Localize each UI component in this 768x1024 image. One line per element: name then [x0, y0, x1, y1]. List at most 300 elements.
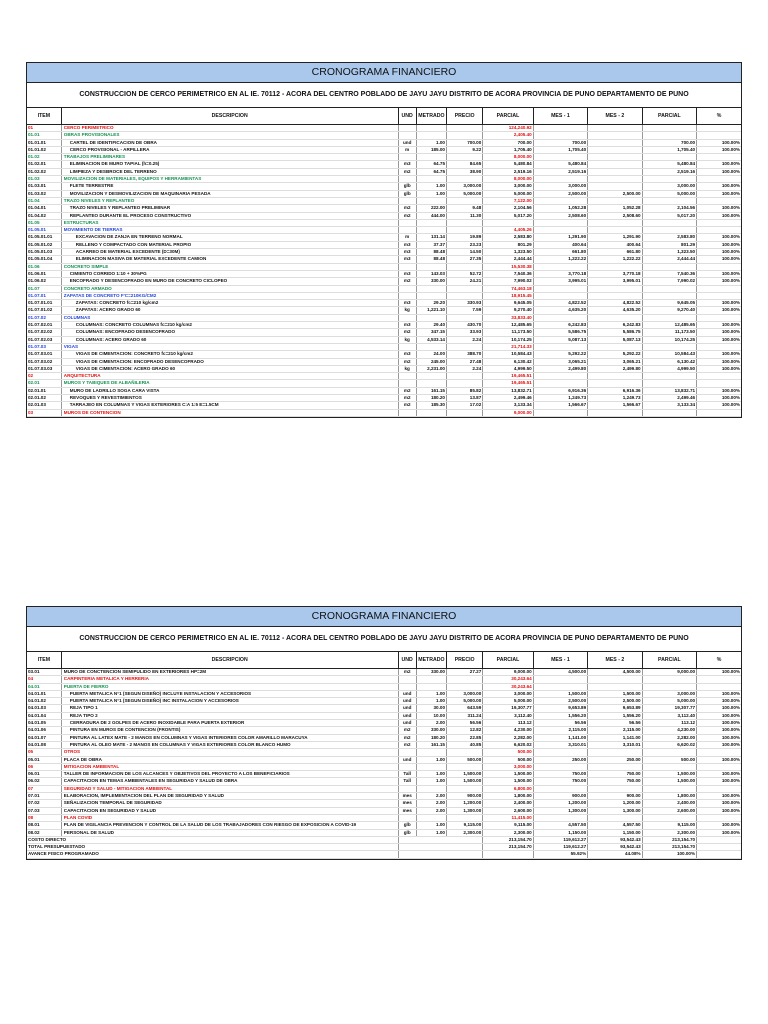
row-parcial: 8,000.00 — [483, 176, 533, 183]
row-mes1 — [533, 285, 587, 292]
row-percent: 100.00% — [697, 336, 741, 343]
row-metrado: 131.14 — [416, 234, 446, 241]
table-row — [27, 146, 741, 153]
row-parcial: 2,300.00 — [483, 829, 533, 836]
summary-empty-cell — [697, 851, 741, 858]
row-parcial: 1,500.00 — [483, 771, 533, 778]
row-item: 01.07.02 — [27, 314, 61, 321]
row-parcial: 9,645.05 — [483, 300, 533, 307]
table-row — [27, 380, 741, 387]
row-description: PUERTA DE FIERRO — [61, 683, 398, 690]
row-mes1: 2,500.00 — [533, 190, 587, 197]
row-precio — [447, 380, 483, 387]
row-metrado: 330.00 — [416, 278, 446, 285]
row-precio: 2,300.00 — [447, 829, 483, 836]
row-precio — [447, 683, 483, 690]
row-parcial2: 11,173.50 — [642, 329, 696, 336]
row-precio: 3,000.00 — [447, 183, 483, 190]
row-metrado: 88.48 — [416, 256, 446, 263]
row-description: ESTRUCTURAS — [61, 219, 398, 226]
row-percent — [697, 154, 741, 161]
row-metrado — [416, 676, 446, 683]
row-percent: 100.00% — [697, 698, 741, 705]
row-metrado: 2.00 — [416, 807, 446, 814]
row-mes1: 1,141.00 — [533, 734, 587, 741]
row-mes1: 1,249.73 — [533, 394, 587, 401]
table-row — [27, 387, 741, 394]
row-mes2: 3,310.01 — [588, 741, 642, 748]
row-metrado: 222.00 — [416, 205, 446, 212]
table-row — [27, 300, 741, 307]
row-item: 02.01.01 — [27, 387, 61, 394]
row-description: ELABORACION, IMPLEMENTACION DEL PLAN DE SEGURIDAD Y SALUD — [61, 793, 398, 800]
table-row — [27, 734, 741, 741]
row-unit — [398, 409, 416, 416]
sheet-title: CRONOGRAMA FINANCIERO — [27, 63, 741, 83]
row-mes1: 56.56 — [533, 720, 587, 727]
row-unit: und — [398, 756, 416, 763]
row-parcial2 — [642, 380, 696, 387]
row-item: 08.01 — [27, 822, 61, 829]
row-mes2 — [588, 176, 642, 183]
row-mes1: 6,916.36 — [533, 387, 587, 394]
row-metrado: 161.15 — [416, 387, 446, 394]
row-parcial2: 10,584.43 — [642, 351, 696, 358]
row-parcial2 — [642, 197, 696, 204]
row-metrado: 185.30 — [416, 402, 446, 409]
row-description: TALLER DE INFORMACION DE LOS ALCANCES Y OBJETIVOS DEL PROYECTO A LOS BENEFICIARIOS — [61, 771, 398, 778]
row-parcial: 15,530.38 — [483, 263, 533, 270]
row-percent: 100.00% — [697, 793, 741, 800]
row-mes2: 6,242.83 — [588, 322, 642, 329]
row-mes1 — [533, 314, 587, 321]
row-percent: 100.00% — [697, 771, 741, 778]
row-parcial: 9,000.00 — [483, 409, 533, 416]
row-precio: 643.59 — [447, 705, 483, 712]
header-mes2: MES - 2 — [588, 108, 642, 125]
header-desc: DESCRIPCION — [61, 652, 398, 669]
summary-parcial2: 213,154.70 — [642, 844, 696, 851]
row-mes1 — [533, 154, 587, 161]
row-parcial2: 801.29 — [642, 241, 696, 248]
header-precio: PRECIO — [447, 108, 483, 125]
row-description: REJA TIPO 2 — [61, 712, 398, 719]
row-unit: mes — [398, 807, 416, 814]
row-parcial: 2,405.40 — [483, 132, 533, 139]
row-unit: m3 — [398, 249, 416, 256]
row-precio — [447, 409, 483, 416]
table-row — [27, 190, 741, 197]
row-metrado: 64.75 — [416, 161, 446, 168]
row-description: COLUMNAS: CONCRETO COLUMNAS fc=210 kg/cm2 — [61, 322, 398, 329]
row-unit: glb — [398, 183, 416, 190]
header-metrado: METRADO — [416, 108, 446, 125]
row-precio — [447, 314, 483, 321]
row-percent: 100.00% — [697, 727, 741, 734]
row-percent: 100.00% — [697, 300, 741, 307]
row-metrado: 161.15 — [416, 741, 446, 748]
row-description: VIGAS DE CIMENTACION: ENCOFRADO DESENCOFRADO — [61, 358, 398, 365]
row-precio: 52.72 — [447, 270, 483, 277]
row-unit — [398, 292, 416, 299]
row-unit: m3 — [398, 241, 416, 248]
row-parcial: 1,323.50 — [483, 249, 533, 256]
row-unit — [398, 749, 416, 756]
row-precio: 3,000.00 — [447, 690, 483, 697]
row-parcial2: 2,400.00 — [642, 800, 696, 807]
row-unit — [398, 785, 416, 792]
row-mes2 — [588, 343, 642, 350]
row-percent: 100.00% — [697, 712, 741, 719]
row-parcial: 21,714.33 — [483, 343, 533, 350]
row-description: CERRADURA DE 2 GOLPES DE ACERO INOXIDABLE PARA PUERTA EXTERIOR — [61, 720, 398, 727]
table-row — [27, 756, 741, 763]
row-mes1: 9,653.89 — [533, 705, 587, 712]
table-row — [27, 322, 741, 329]
row-percent — [697, 263, 741, 270]
row-precio: 38.90 — [447, 168, 483, 175]
row-precio: 14.50 — [447, 249, 483, 256]
row-unit: m2 — [398, 741, 416, 748]
row-description: ELIMINACION MASIVA DE MATERIAL EXCEDENTE CAMION — [61, 256, 398, 263]
row-precio: 900.00 — [447, 793, 483, 800]
row-mes2: 750.00 — [588, 771, 642, 778]
row-metrado: 4,533.14 — [416, 336, 446, 343]
row-percent: 100.00% — [697, 212, 741, 219]
row-mes1 — [533, 197, 587, 204]
row-percent: 100.00% — [697, 734, 741, 741]
row-parcial2: 19,307.77 — [642, 705, 696, 712]
summary-parcial — [483, 851, 533, 858]
row-parcial2: 6,130.42 — [642, 358, 696, 365]
row-mes2: 1,150.00 — [588, 829, 642, 836]
row-precio: 9.48 — [447, 205, 483, 212]
row-item: 01.07.02.01 — [27, 322, 61, 329]
row-item: 04.01.04 — [27, 712, 61, 719]
row-parcial2: 2,499.46 — [642, 394, 696, 401]
table-row — [27, 183, 741, 190]
summary-label: COSTO DIRECTO — [27, 836, 398, 843]
row-parcial2: 500.00 — [642, 756, 696, 763]
row-mes2: 3,995.01 — [588, 278, 642, 285]
row-description: PUERTA METALICA N°1 (SEGUN DISEÑO) INC INSTALACION Y ACCESORIOS — [61, 698, 398, 705]
table-row — [27, 343, 741, 350]
row-unit: m2 — [398, 669, 416, 676]
row-unit — [398, 763, 416, 770]
row-mes1 — [533, 219, 587, 226]
row-item: 01.03.02 — [27, 190, 61, 197]
row-unit — [398, 176, 416, 183]
row-metrado: 1.00 — [416, 756, 446, 763]
row-unit: m2 — [398, 212, 416, 219]
row-parcial: 1,500.00 — [483, 778, 533, 785]
row-item: 02.01 — [27, 380, 61, 387]
row-metrado: 1.00 — [416, 183, 446, 190]
row-mes2 — [588, 219, 642, 226]
row-unit: mes — [398, 800, 416, 807]
row-item: 07.01 — [27, 793, 61, 800]
row-precio: 33.93 — [447, 329, 483, 336]
row-precio — [447, 219, 483, 226]
row-percent — [697, 683, 741, 690]
row-mes2 — [588, 197, 642, 204]
row-unit: m3 — [398, 351, 416, 358]
row-description: VIGAS DE CIMENTACION: ACERO GRADO 60 — [61, 365, 398, 372]
row-parcial: 5,000.00 — [483, 190, 533, 197]
header-desc: DESCRIPCION — [61, 108, 398, 125]
row-parcial: 7,990.02 — [483, 278, 533, 285]
row-mes1 — [533, 763, 587, 770]
row-percent: 100.00% — [697, 249, 741, 256]
row-precio: 700.00 — [447, 139, 483, 146]
row-percent: 100.00% — [697, 234, 741, 241]
row-percent: 100.00% — [697, 241, 741, 248]
row-mes1: 1,291.90 — [533, 234, 587, 241]
row-mes1: 2,500.00 — [533, 698, 587, 705]
row-mes1 — [533, 785, 587, 792]
row-parcial2 — [642, 314, 696, 321]
row-precio: 9.22 — [447, 146, 483, 153]
row-description: CARPINTERIA METALICA Y HERRERIA — [61, 676, 398, 683]
summary-row — [27, 851, 741, 858]
row-parcial2: 3,000.00 — [642, 690, 696, 697]
row-mes1: 3,310.01 — [533, 741, 587, 748]
row-metrado: 180.20 — [416, 394, 446, 401]
row-mes2: 1,222.22 — [588, 256, 642, 263]
row-percent: 100.00% — [697, 720, 741, 727]
row-mes2 — [588, 683, 642, 690]
row-metrado — [416, 343, 446, 350]
summary-empty-cell — [697, 836, 741, 843]
row-metrado: 1.00 — [416, 822, 446, 829]
row-percent: 100.00% — [697, 365, 741, 372]
row-metrado: 444.00 — [416, 212, 446, 219]
row-precio: 500.00 — [447, 756, 483, 763]
row-precio: 7.59 — [447, 307, 483, 314]
row-description: CERCO PROVISIONAL - ARPILLERA — [61, 146, 398, 153]
row-mes1: 1,150.00 — [533, 829, 587, 836]
row-mes1: 400.64 — [533, 241, 587, 248]
row-percent — [697, 125, 741, 132]
row-unit — [398, 227, 416, 234]
row-mes1 — [533, 380, 587, 387]
row-parcial: 3,133.34 — [483, 402, 533, 409]
row-mes1: 1,566.67 — [533, 402, 587, 409]
row-mes1 — [533, 263, 587, 270]
row-parcial2: 9,270.40 — [642, 307, 696, 314]
row-parcial2: 5,000.00 — [642, 698, 696, 705]
row-mes2: 1,291.90 — [588, 234, 642, 241]
header-parcial2: PARCIAL — [642, 108, 696, 125]
row-parcial2 — [642, 814, 696, 821]
row-item: 01.05.01.02 — [27, 241, 61, 248]
row-item: 01.05.01.04 — [27, 256, 61, 263]
row-parcial: 7,540.36 — [483, 270, 533, 277]
row-parcial: 19,465.51 — [483, 373, 533, 380]
row-mes2: 750.00 — [588, 778, 642, 785]
row-item: 01.05.01.01 — [27, 234, 61, 241]
row-precio — [447, 814, 483, 821]
row-parcial: 4,405.26 — [483, 227, 533, 234]
table-row — [27, 285, 741, 292]
row-parcial: 13,832.71 — [483, 387, 533, 394]
row-percent — [697, 132, 741, 139]
row-item: 01.02 — [27, 154, 61, 161]
table-row — [27, 241, 741, 248]
row-metrado — [416, 763, 446, 770]
row-description: ACARREO DE MATERIAL EXCEDENTE (D=30M) — [61, 249, 398, 256]
row-mes2: 250.00 — [588, 756, 642, 763]
table-row — [27, 771, 741, 778]
row-description: TRABAJOS PRELIMINARES — [61, 154, 398, 161]
row-description: COLUMNAS: ACERO GRADO 60 — [61, 336, 398, 343]
row-item: 01.07.03.03 — [27, 365, 61, 372]
table-row — [27, 212, 741, 219]
row-mes1 — [533, 373, 587, 380]
table-row — [27, 749, 741, 756]
row-precio: 1,300.00 — [447, 807, 483, 814]
row-percent — [697, 749, 741, 756]
row-unit: Tall — [398, 771, 416, 778]
row-parcial: 19,465.51 — [483, 380, 533, 387]
row-parcial: 18,915.45 — [483, 292, 533, 299]
row-mes1: 5,586.75 — [533, 329, 587, 336]
row-item: 06.02 — [27, 778, 61, 785]
row-percent: 100.00% — [697, 270, 741, 277]
row-metrado — [416, 814, 446, 821]
row-mes2: 1,556.20 — [588, 712, 642, 719]
row-item: 01.02.01 — [27, 161, 61, 168]
row-metrado — [416, 285, 446, 292]
row-description: TRAZO NIVELES Y REPLANTEO — [61, 197, 398, 204]
row-parcial2 — [642, 683, 696, 690]
row-metrado: 2.00 — [416, 800, 446, 807]
row-unit: m2 — [398, 168, 416, 175]
row-parcial: 19,307.77 — [483, 705, 533, 712]
row-precio: 85.82 — [447, 387, 483, 394]
summary-empty-cell — [398, 836, 483, 843]
row-parcial: 8,000.00 — [483, 154, 533, 161]
row-parcial: 2,282.00 — [483, 734, 533, 741]
row-mes2: 4,500.00 — [588, 669, 642, 676]
row-unit: m2 — [398, 205, 416, 212]
row-metrado — [416, 263, 446, 270]
row-parcial2 — [642, 132, 696, 139]
row-mes2 — [588, 763, 642, 770]
row-precio — [447, 285, 483, 292]
row-precio: 330.93 — [447, 300, 483, 307]
summary-label: TOTAL PRESUPUESTADO — [27, 844, 398, 851]
row-description: PINTURA EN MUROS DE CONTENCION (FRONTIS) — [61, 727, 398, 734]
row-parcial2: 7,540.36 — [642, 270, 696, 277]
row-mes1: 1,705.40 — [533, 146, 587, 153]
row-percent: 100.00% — [697, 800, 741, 807]
table-row — [27, 373, 741, 380]
row-parcial2: 700.00 — [642, 139, 696, 146]
row-percent — [697, 197, 741, 204]
row-parcial: 3,112.40 — [483, 712, 533, 719]
summary-mes2: 93,542.43 — [588, 844, 642, 851]
schedule-sheet-1 — [26, 62, 742, 418]
row-description: OTROS — [61, 749, 398, 756]
row-metrado: 2,231.00 — [416, 365, 446, 372]
row-parcial2 — [642, 263, 696, 270]
row-percent — [697, 292, 741, 299]
row-parcial: 500.00 — [483, 749, 533, 756]
row-parcial2: 10,174.25 — [642, 336, 696, 343]
row-mes2: 1,200.00 — [588, 800, 642, 807]
row-parcial2: 1,500.00 — [642, 771, 696, 778]
row-parcial: 9,270.40 — [483, 307, 533, 314]
row-mes1: 4,635.20 — [533, 307, 587, 314]
row-precio — [447, 154, 483, 161]
row-parcial2: 6,620.02 — [642, 741, 696, 748]
row-percent: 100.00% — [697, 183, 741, 190]
row-metrado — [416, 227, 446, 234]
row-mes1: 5,292.22 — [533, 351, 587, 358]
row-percent — [697, 343, 741, 350]
row-precio: 27.48 — [447, 358, 483, 365]
row-item: 01.07.02.03 — [27, 336, 61, 343]
row-unit: m2 — [398, 394, 416, 401]
row-percent: 100.00% — [697, 394, 741, 401]
row-percent: 100.00% — [697, 778, 741, 785]
schedule-table-2 — [27, 652, 741, 859]
row-precio: 1,200.00 — [447, 800, 483, 807]
row-precio — [447, 373, 483, 380]
row-parcial2: 2,583.80 — [642, 234, 696, 241]
row-parcial2: 2,300.00 — [642, 829, 696, 836]
row-description: PLAN DE VIGILANCIA PREVENCION Y CONTROL DE LA SALUD DE LOS TRABAJADORES CON RIESGO DE EXPOSICION A COVID-19 — [61, 822, 398, 829]
table-row — [27, 807, 741, 814]
row-item: 01.05 — [27, 219, 61, 226]
row-parcial: 124,240.92 — [483, 125, 533, 132]
row-mes2: 1,500.00 — [588, 690, 642, 697]
row-unit — [398, 132, 416, 139]
row-unit: und — [398, 698, 416, 705]
row-unit: m2 — [398, 278, 416, 285]
row-unit — [398, 125, 416, 132]
row-precio — [447, 176, 483, 183]
row-metrado: 64.75 — [416, 168, 446, 175]
row-percent: 100.00% — [697, 278, 741, 285]
row-parcial2: 3,112.40 — [642, 712, 696, 719]
row-precio: 56.56 — [447, 720, 483, 727]
header-mes2: MES - 2 — [588, 652, 642, 669]
row-description: LIMPIEZA Y DESBROCE DEL TERRENO — [61, 168, 398, 175]
row-unit — [398, 373, 416, 380]
row-unit: m3 — [398, 256, 416, 263]
row-mes2 — [588, 749, 642, 756]
table-row — [27, 270, 741, 277]
row-percent: 100.00% — [697, 387, 741, 394]
header-mes1: MES - 1 — [533, 652, 587, 669]
row-description: MITIGACION AMBIENTAL — [61, 763, 398, 770]
table-row — [27, 154, 741, 161]
row-description: MUROS Y TABIQUES DE ALBAÑILERIA — [61, 380, 398, 387]
row-mes1: 1,556.20 — [533, 712, 587, 719]
header-parcial: PARCIAL — [483, 652, 533, 669]
row-unit — [398, 814, 416, 821]
row-parcial2: 13,832.71 — [642, 387, 696, 394]
row-precio: 9,115.00 — [447, 822, 483, 829]
row-precio: 5,000.00 — [447, 190, 483, 197]
row-mes1: 5,480.84 — [533, 161, 587, 168]
table-row — [27, 176, 741, 183]
sheet-title: CRONOGRAMA FINANCIERO — [27, 607, 741, 627]
row-item: 01.06 — [27, 263, 61, 270]
row-mes2: 3,770.18 — [588, 270, 642, 277]
